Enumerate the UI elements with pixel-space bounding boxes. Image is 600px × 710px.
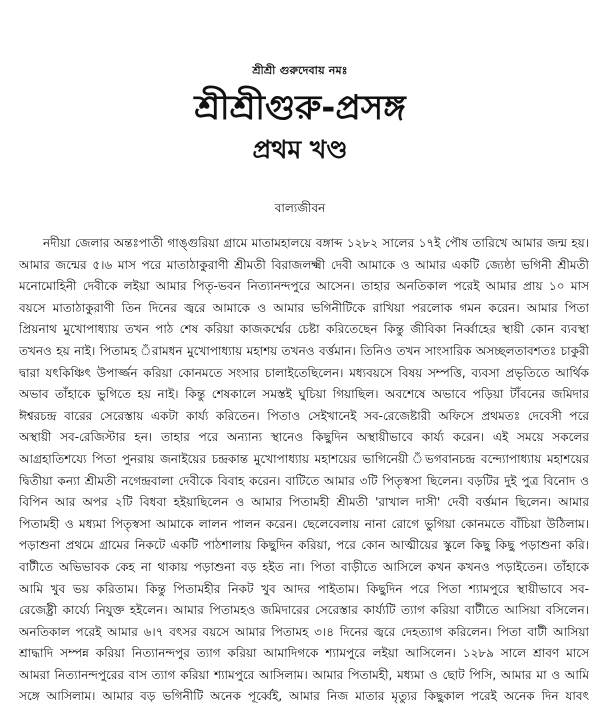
text-line: পড়াশুনা প্রথমে গ্রামের নিকটে একটি পাঠশালায় কিছুদিন করিয়া, পরে কোন আত্মীয়ের স্কুলে কিছু কিছু পড়াশুনা করি।	[19, 538, 589, 553]
body-paragraph	[19, 233, 589, 708]
text-line: মনোমোহিনী দেবীকে লইয়া আমার পিতৃ-ভবন নিত্যানন্দপুরে আসেন। তাহার অনতিকাল পরেই আমার প্রায় ১০ মাস	[19, 279, 589, 294]
text-line: তখনও হয় নাই। পিতামহ ঁরামধন মুখোপাধ্যায় মহাশয় তখনও বর্ত্তমান। তিনিও তখন সাংসারিক অসচ্ছলতাবশতঃ চাকুরী	[19, 343, 589, 358]
text-line: বিপিন আর অপর ২টি বিধবা হইয়াছিলেন ও আমার পিতামহী শ্রীমতী 'রাখাল দাসী' দেবী বর্ত্তমান ছিলেন। আমার	[19, 495, 589, 510]
text-line: দ্বারা যৎকিঞ্চিৎ উপার্জ্জন করিয়া কোনমতে সংসার চালাইতেছিলেন। মধ্যবয়সে বিষয় সম্পত্তি, ব্যবসা প্রভৃতিতে আর্থিক	[19, 365, 589, 380]
text-line: বাটীতে অভিভাবক কেহ না থাকায় পড়াশুনা বড় হইত না। পিতা বাড়ীতে আসিলে কখন কখনও পড়াইতেন। তাঁহাকে	[19, 559, 589, 574]
text-line: অনতিকাল পরেই আমার ৬।৭ বৎসর বয়সে আমার পিতামহ ৩।৪ দিনের জ্বরে দেহত্যাগ করিলেন। পিতা বাটী আসিয়া	[19, 624, 589, 639]
text-line: শ্রাদ্ধাদি সম্পন্ন করিয়া নিত্যানন্দপুর ত্যাগ করিয়া আমাদিগকে শ্যামপুরে লইয়া আসিলেন। ১২৮৯ সালে শ্রাবণ মাসে	[19, 646, 589, 661]
text-line: আমি খুব ভয় করিতাম। কিন্তু পিতামহীর নিকট খুব আদর পাইতাম। কিছুদিন পরে পিতা শ্যামপুরে স্থায়ীভাবে সব-	[19, 581, 589, 596]
text-line: আগ্রহাতিশয্যে পিতা পুনরায় জনাইয়ের চন্দ্রকান্ত মুখোপাধ্যায় মহাশয়ের ভাগিনেয়ী ঁভগবানচন্দ্র বন্দ্যোপাধ্যায় মহাশয়ের	[19, 451, 589, 466]
text-line: ঈশ্বরচন্দ্র বারের সেরেস্তায় একটা কার্য্য করিতেন। পিতাও সেইখানেই সব-রেজেষ্টারী অফিসে প্রথমতঃ দেবেসী পরে	[19, 408, 589, 423]
text-line: আমার জন্মের ৫।৬ মাস পরে মাতাঠাকুরাণী শ্রীমতী বিরাজলক্ষ্মী দেবী আমাকে ও আমার একটি জ্যেষ্ঠা ভগিনী শ্রীমতী	[19, 257, 589, 272]
volume-subtitle: প্রথম খণ্ড	[252, 135, 348, 164]
text-line: রেজেষ্ট্রী কার্য্যে নিযুক্ত হইলেন। আমার পিতামহও জমিদারের সেরেস্তার কার্য্যটি ত্যাগ করিয়া বাটীতে আসিয়া বসিলেন।	[19, 603, 589, 618]
text-line: সঙ্গে আসিলাম। আমার বড় ভগিনীটি অনেক পূর্ব্বেই, আমার নিজ মাতার মৃত্যুর কিছুকাল পরেই অনেক দিন যাবৎ	[19, 689, 589, 704]
text-line: দ্বিতীয়া কন্যা শ্রীমতী নগেন্দ্রবালা দেবীকে বিবাহ করেন। বাটিতে আমার ৩টি পিতৃস্বসা ছিলেন। বড়টির দুই পুত্র বিনোদ ও	[19, 473, 589, 488]
section-heading: বাল্যজীবন	[274, 201, 326, 215]
book-title: শ্রীশ্রীগুরু-প্রসঙ্গ	[194, 88, 406, 128]
text-line: পিতামহী ও মধ্যমা পিতৃস্বসা আমাকে লালন পালন করেন। ছেলেবেলায় নানা রোগে ভুগিয়া কোনমতে বাঁচিয়া উঠিলাম।	[19, 516, 589, 531]
invocation-line: শ্রীশ্রী গুরুদেবায় নমঃ	[252, 64, 348, 77]
text-line: অভাব তাঁহাকে ভুগিতে হয় নাই। কিন্তু শেষকালে সমস্তই ঘুচিয়া গিয়াছিল। অবশেষে অভাবে পড়িয়া টাঁবনের জমিদার	[19, 387, 589, 402]
text-line: নদীয়া জেলার অন্তঃপাতী গাঙ্গুরিয়া গ্রামে মাতামহালয়ে বঙ্গাব্দ ১২৮২ সালের ১৭ই পৌষ তারিখে আমার জন্ম হয়।	[43, 236, 589, 250]
text-line: বয়সে মাতাঠাকুরাণী তিন দিনের জ্বরে আমাকে ও আমার ভগিনীটিকে রাখিয়া পরলোক গমন করেন। আমার পিতা	[19, 300, 589, 315]
text-line: প্রিয়নাথ মুখোপাধ্যায় তখন পাঠ শেষ করিয়া কাজকর্ম্মের চেষ্টা করিতেছেন কিন্তু জীবিকা নির্ব্বাহের স্থায়ী কোন ব্যবস্থা	[19, 322, 589, 337]
text-line: আমরা নিত্যানন্দপুরের বাস ত্যাগ করিয়া শ্যামপুরে আসিলাম। আমার পিতামহী, মধ্যমা ও ছোট পিসি, আমার মা ও আমি	[19, 667, 589, 682]
text-line: অস্থায়ী সব-রেজিস্টার হন। তাহার পরে অন্যান্য স্থানেও কিছুদিন অস্থায়ীভাবে কার্য্য করেন। এই সময়ে সকলের	[19, 430, 589, 445]
